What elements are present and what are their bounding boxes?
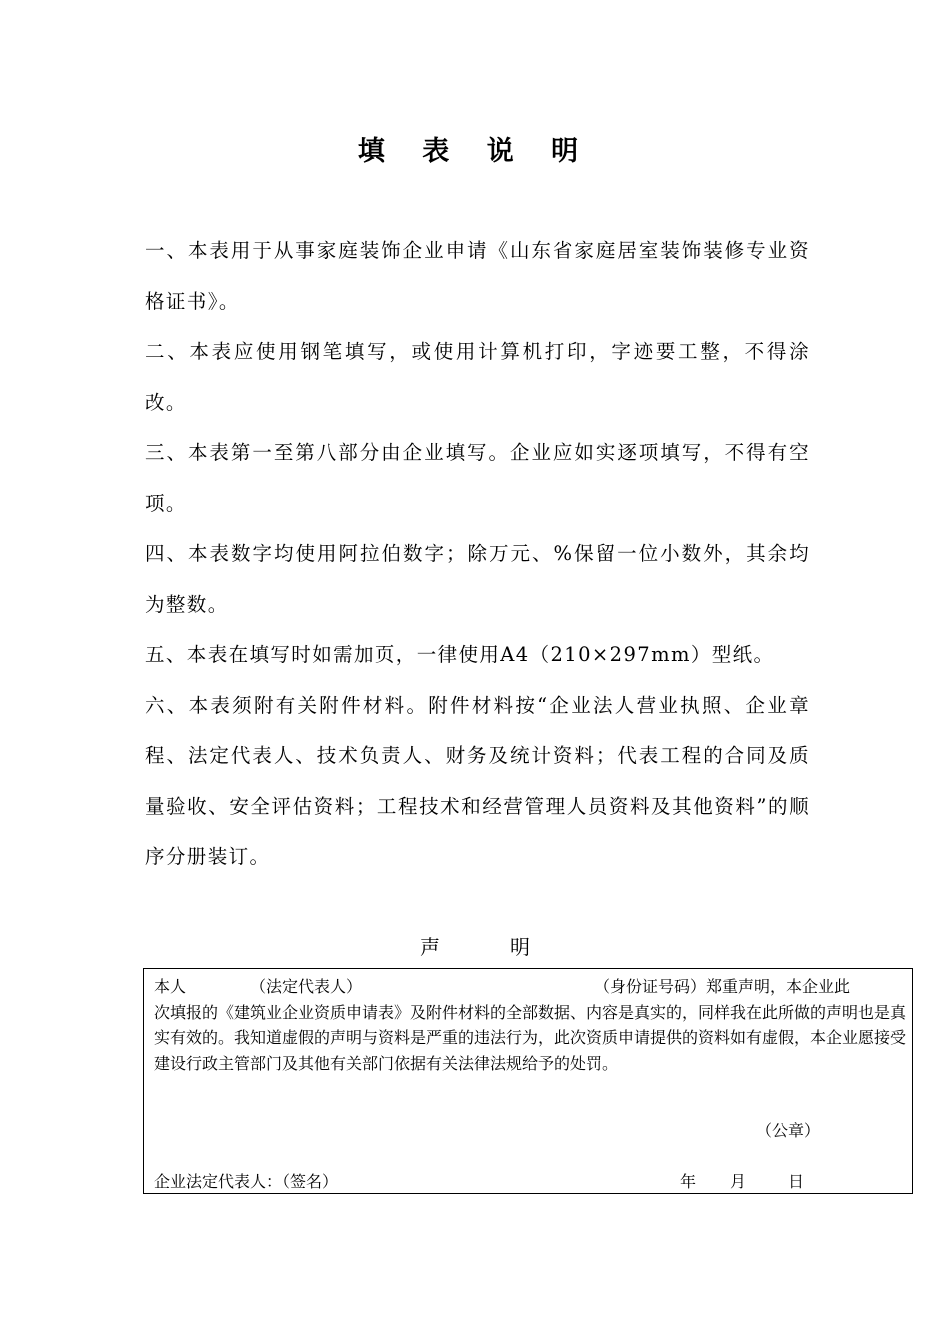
date-month-label: 月 bbox=[730, 1172, 747, 1191]
signature-label: 企业法定代表人：（签名） bbox=[154, 1172, 339, 1191]
seal-label: （公章） bbox=[756, 1121, 821, 1140]
date-year-label: 年 bbox=[680, 1172, 697, 1191]
instruction-item-2: 二、本表应使用钢笔填写，或使用计算机打印，字迹要工整，不得涂改。 bbox=[145, 340, 810, 414]
instruction-item-4: 四、本表数字均使用阿拉伯数字；除万元、%保留一位小数外，其余均为整数。 bbox=[145, 542, 810, 616]
instruction-item-6: 六、本表须附有关附件材料。附件材料按“企业法人营业执照、企业章程、法定代表人、技术负责人、财务及统计资料；代表工程的合同及质量验收、安全评估资料；工程技术和经营管理人员资料及其他资料”的顺序分册装订。 bbox=[145, 693, 810, 868]
declaration-text: 次填报的《建筑业企业资质申请表》及附件材料的全部数据、内容是真实的，同样我在此所做的声明也是真实有效的。我知道虚假的声明与资料是严重的违法行为，此次资质申请提供的资料如有虚假，本企业愿接受建设行政主管部门及其他有关部门依据有关法律法规给予的处罚。 bbox=[154, 1002, 907, 1073]
instruction-item-1: 一、本表用于从事家庭装饰企业申请《山东省家庭居室装饰装修专业资格证书》。 bbox=[145, 239, 810, 313]
declaration-first-line bbox=[154, 974, 906, 1000]
declaration-person-label: 本人 bbox=[154, 977, 187, 996]
instructions-list bbox=[145, 226, 810, 883]
declaration-title-right: 明 bbox=[510, 935, 530, 959]
declaration-legal-rep-label: （法定代表人） bbox=[250, 977, 363, 996]
page-title: 填 表 说 明 bbox=[357, 136, 593, 167]
instruction-item-3: 三、本表第一至第八部分由企业填写。企业应如实逐项填写，不得有空项。 bbox=[145, 441, 810, 515]
declaration-title bbox=[0, 930, 950, 964]
date-day-label: 日 bbox=[788, 1172, 805, 1191]
declaration-id-label: （身份证号码）郑重声明，本企业此 bbox=[594, 977, 851, 996]
declaration-title-left: 声 bbox=[420, 935, 440, 959]
instruction-item-5: 五、本表在填写时如需加页，一律使用A4（210×297mm）型纸。 bbox=[145, 643, 775, 666]
declaration-box bbox=[143, 968, 913, 1194]
declaration-body bbox=[154, 974, 906, 1076]
